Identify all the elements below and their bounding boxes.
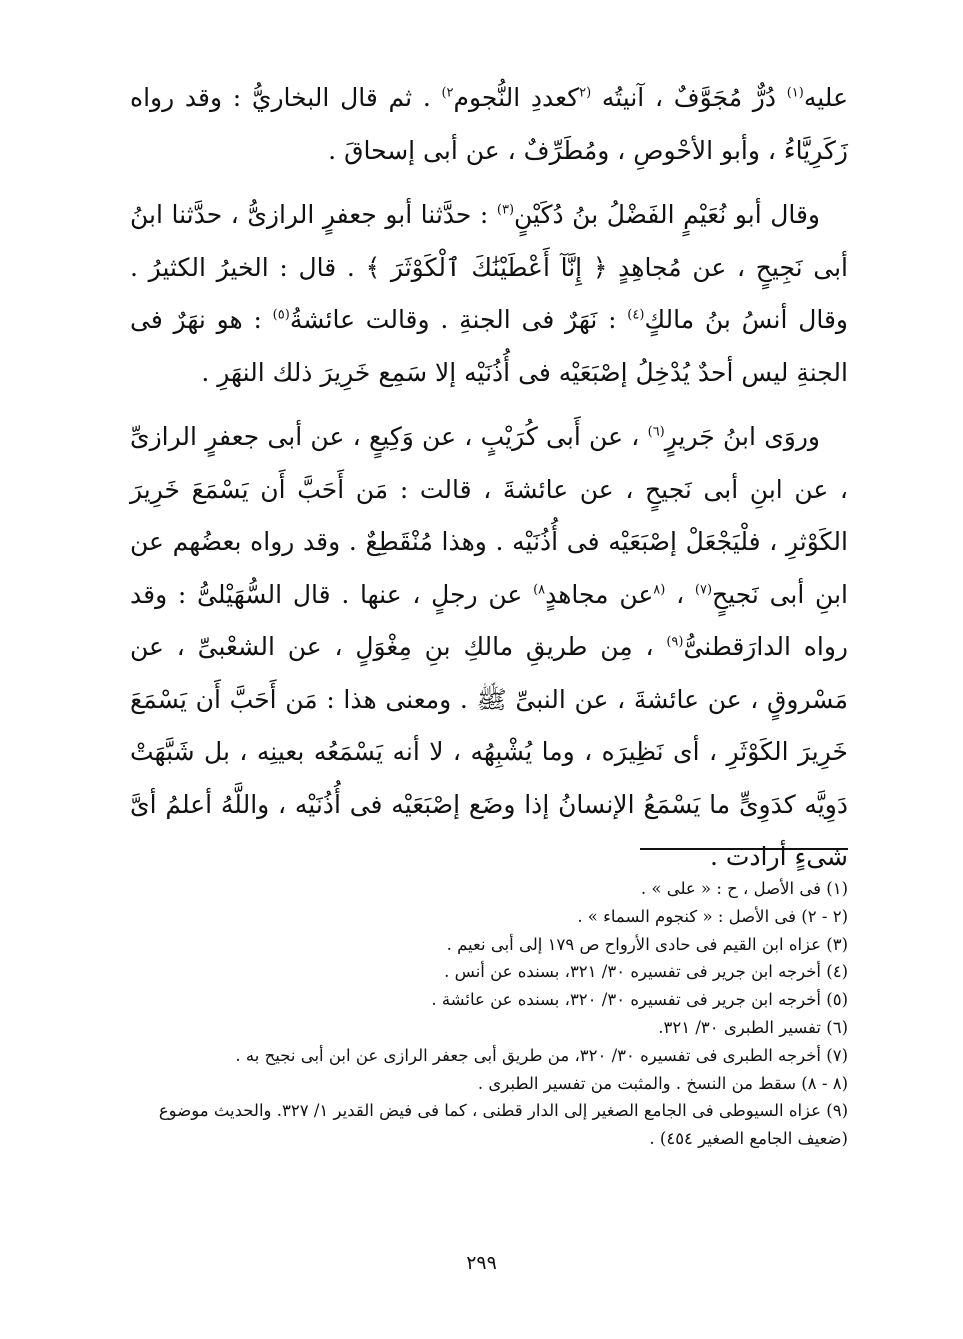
footnote-marker-7: (٧) xyxy=(694,582,713,598)
text-run: وروَى ابنُ جَريرٍ xyxy=(664,422,820,451)
text-run: : نَهَرٌ فى الجنةِ . وقالت عائشةُ xyxy=(289,305,628,334)
text-run: كعددِ النُّجوم xyxy=(453,83,580,112)
footnote-marker-4: (٤) xyxy=(627,307,645,323)
text-run: ، مِن طريقِ مالكِ بنِ مِغْوَلٍ ، عن الشعْبىِّ ، عن مَسْروقٍ ، عن عائشةَ ، عن النبىِّ ﷺ . ومعنى هذا : مَن أَحَبَّ أَن يَسْمَعَ خَرِيرَ الكَوْثَرِ ، أى نَظِيرَه ، وما يُشْبِهُه ، لا أنه يَسْمَعُه بعينِه ، بل شَبَّهَتْ دَوِيَّه كدَوِىٍّ ما يَسْمَعُ الإنسانُ إذا وضَع إصْبَعَيْه فى أُذُنَيْه ، واللَّهُ أعلمُ أىَّ شىءٍ أرادت . xyxy=(130,632,848,871)
text-run: دُرٌّ مُجَوَّفٌ ، آنيتُه xyxy=(591,83,787,112)
footnote-marker-8-close: ٨) xyxy=(533,582,546,598)
footnote-marker-2-close: ٢) xyxy=(441,85,454,101)
footnote-4: (٤) أخرجه ابن جرير فى تفسيره ٣٠/ ٣٢١، بسنده عن أنس . xyxy=(444,962,848,982)
footnote-marker-9: (٩) xyxy=(666,634,684,650)
text-run: عن رجلٍ ، عنها . قال السُّهَيْلىُّ : وقد رواه الدارَقطنىُّ xyxy=(130,579,848,661)
footnote-marker-6: (٦) xyxy=(647,424,665,440)
paragraph-1 xyxy=(130,72,848,177)
paragraph-3 xyxy=(130,411,848,884)
page-number: ٢٩٩ xyxy=(466,1252,497,1274)
footnote-2: (٢ - ٢) فى الأصل : « كنجوم السماء » . xyxy=(577,906,848,926)
footnote-marker-8-open: (٨ xyxy=(653,582,666,598)
footnote-8: (٨ - ٨) سقط من النسخ . والمثبت من تفسير الطبرى . xyxy=(477,1073,848,1093)
text-run: عليه xyxy=(803,83,848,112)
text-run: : هو نهَرٌ فى الجنةِ ليس أحدٌ يُدْخِلُ إصْبَعَيْه فى أُذُنَيْه إلا سَمِع خَرِيرَ ذلك النهَرِ . xyxy=(130,305,848,387)
footnote-5: (٥) أخرجه ابن جرير فى تفسيره ٣٠/ ٣٢٠، بسنده عن عائشة . xyxy=(431,990,848,1010)
text-run: وقال أبو نُعَيْمٍ الفَضْلُ بنُ دُكَيْنٍ xyxy=(514,200,820,229)
text-run: ، xyxy=(665,579,695,609)
footnote-marker-1: (١) xyxy=(786,85,804,101)
paragraph-2 xyxy=(130,189,848,399)
footnote-7: (٧) أخرجه الطبرى فى تفسيره ٣٠/ ٣٢٠، من طريق أبى جعفر الرازى عن ابن أبى نجيح به . xyxy=(235,1045,848,1065)
footnote-3: (٣) عزاه ابن القيم فى حادى الأرواح ص ١٧٩ إلى أبى نعيم . xyxy=(446,934,848,954)
main-text xyxy=(130,72,848,884)
footnotes xyxy=(140,875,848,1153)
footnote-marker-3: (٣) xyxy=(496,202,515,218)
text-run: ، عن أَبى كُرَيْبٍ ، عن وَكِيعٍ ، عن أبى جعفرٍ الرازىِّ ، عن ابنِ أبى نَجيحٍ ، عن عائشةَ ، قالت : مَن أَحَبَّ أَن يَسْمَعَ خَرِيرَ الكَوْثرِ ، فلْيَجْعَلْ إصْبَعَيْه فى أُذُنَيْه . وهذا مُنْقَطِعٌ . وقد رواه بعضُهم عن ابنِ أبى نَجيحٍ xyxy=(130,422,848,609)
footnote-1: (١) فى الأصل ، ح : « على » . xyxy=(640,879,848,898)
footnote-6: (٦) تفسير الطبرى ٣٠/ ٣٢١. xyxy=(658,1017,848,1037)
text-run: عن مجاهدٍ xyxy=(545,579,654,609)
footnote-9: (٩) عزاه السيوطى فى الجامع الصغير إلى الدار قطنى ، كما فى فيض القدير ١/ ٣٢٧. والحديث موضوع (ضعيف الجامع الصغير ٤٥٤) . xyxy=(158,1101,848,1149)
text-run: : حدَّثنا أبو جعفرٍ الرازىُّ ، حدَّثنا ابنُ أبى نَجِيحٍ ، عن مُجاهِدٍ ﴿ إِنَّآ أَعْطَيْنَٰكَ ٱلْكَوْثَرَ ﴾ . قال : الخيرُ الكثيرُ . وقال أنسُ بنُ مالكٍ xyxy=(130,200,849,334)
footnote-marker-2-open: (٢ xyxy=(579,85,592,101)
text-run: . ثم قال البخاريُّ : وقد رواه زَكَرِيَّاءُ ، وأبو الأحْوصِ ، ومُطَرِّفٌ ، عن أبى إسحاقَ . xyxy=(130,83,848,165)
footnote-separator xyxy=(640,848,848,850)
footnote-marker-5: (٥) xyxy=(272,307,290,323)
